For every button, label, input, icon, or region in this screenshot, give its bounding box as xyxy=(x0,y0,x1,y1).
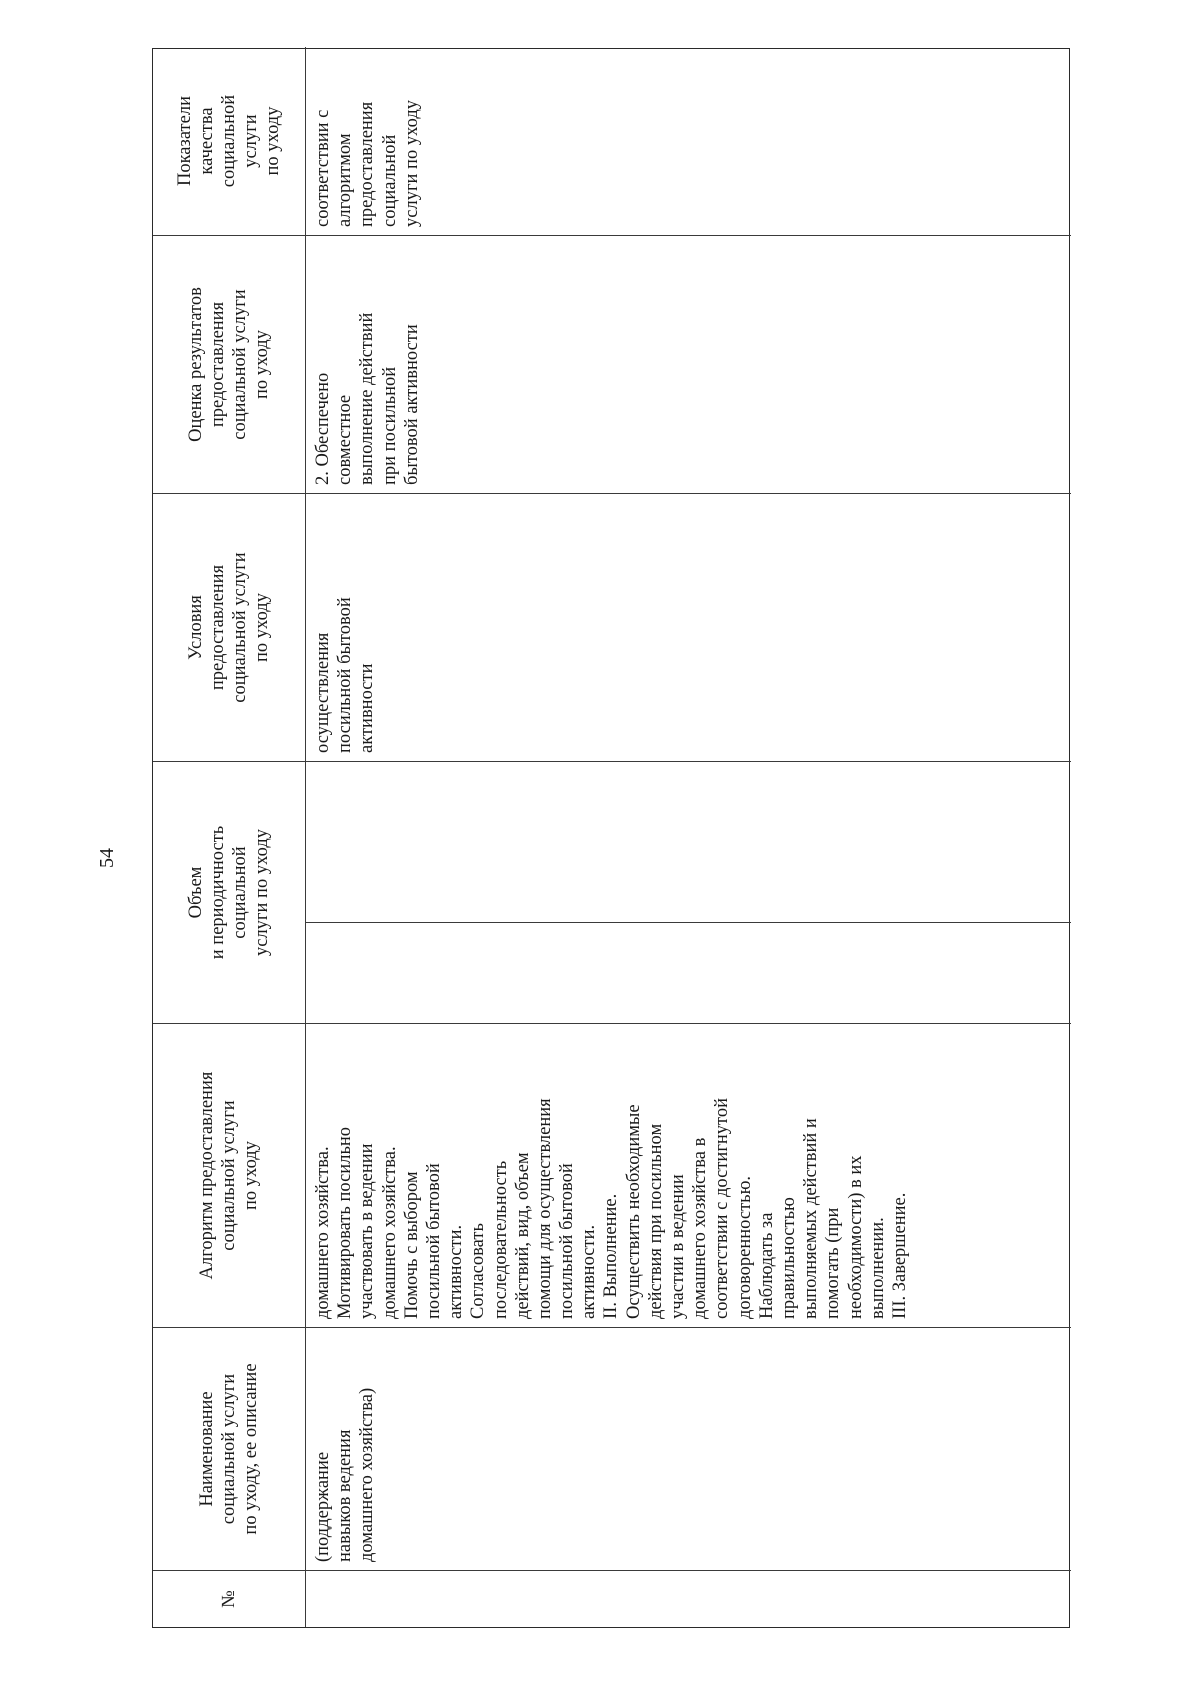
cell-service-name-line: домашнего хозяйства) xyxy=(357,1387,378,1562)
header-algorithm-line: социальной услуги xyxy=(218,1100,239,1251)
evaluation-line: совместное xyxy=(335,394,356,485)
evaluation-line: выполнение действий xyxy=(357,312,378,485)
algorithm-line: договоренностью. xyxy=(734,1175,755,1319)
algorithm-line: активности. xyxy=(446,1224,467,1319)
algorithm-line: необходимости) в их xyxy=(845,1155,866,1319)
table-row xyxy=(306,47,1071,1627)
page-number: 54 xyxy=(96,848,118,868)
header-service-name xyxy=(153,1327,305,1570)
table-header-row xyxy=(153,47,306,1627)
algorithm-line: соответствии с достигнутой xyxy=(712,1097,733,1319)
header-service-name-line: по уходу, ее описание xyxy=(241,1363,262,1535)
header-evaluation-line: по уходу xyxy=(252,330,273,399)
services-table xyxy=(152,48,1070,1628)
header-volume xyxy=(153,761,305,1023)
cell-volume-subcell xyxy=(306,762,1071,922)
algorithm-line: помогать (при xyxy=(823,1207,844,1319)
header-conditions-line: социальной услуги xyxy=(230,552,250,703)
quality-line: предоставления xyxy=(357,101,378,227)
rotated-table-content xyxy=(153,47,1071,1627)
algorithm-line: активности. xyxy=(579,1224,600,1319)
cell-service-name-line: (поддержание xyxy=(313,1451,333,1562)
algorithm-line: выполнении. xyxy=(867,1217,888,1319)
header-volume-line: и периодичность xyxy=(207,825,228,960)
algorithm-line: домашнего хозяйства. xyxy=(379,1146,400,1319)
cell-evaluation xyxy=(306,235,1071,493)
header-evaluation-line: социальной услуги xyxy=(230,289,250,440)
algorithm-line: II. Выполнение. xyxy=(601,1193,622,1319)
header-algorithm-line: Алгоритм предоставления xyxy=(196,1071,217,1280)
header-quality xyxy=(153,47,305,235)
header-service-name-line: социальной услуги xyxy=(218,1373,239,1525)
header-quality-line: качества xyxy=(196,107,217,175)
conditions-line: посильной бытовой xyxy=(335,597,356,753)
algorithm-line: Согласовать xyxy=(468,1223,489,1319)
algorithm-line: домашнего хозяйства в xyxy=(690,1137,711,1319)
header-conditions xyxy=(153,493,305,761)
algorithm-line: Помочь с выбором xyxy=(401,1171,422,1319)
cell-volume-subcell xyxy=(306,922,1071,1023)
header-quality-line: услуги xyxy=(241,114,262,168)
quality-line: услуги по уходу xyxy=(401,99,422,227)
algorithm-line: Мотивировать посильно xyxy=(335,1126,356,1319)
header-number xyxy=(153,1570,305,1627)
algorithm-line: правильностью xyxy=(778,1197,799,1319)
quality-line: социальной xyxy=(379,134,400,227)
header-volume-line: услуги по уходу xyxy=(252,829,273,957)
header-evaluation-line: предоставления xyxy=(207,301,228,428)
cell-quality xyxy=(306,47,1071,235)
header-evaluation-line: Оценка результатов xyxy=(185,287,206,442)
algorithm-line: выполняемых действий и xyxy=(801,1118,822,1319)
evaluation-line: 2. Обеспечено xyxy=(313,372,333,485)
header-algorithm-line: по уходу xyxy=(241,1141,262,1210)
algorithm-line: участии в ведении xyxy=(668,1174,688,1319)
algorithm-line: помощи для осуществления xyxy=(534,1098,555,1319)
algorithm-line: действия при посильном xyxy=(645,1123,666,1319)
cell-number xyxy=(306,1570,1071,1627)
header-quality-line: по уходу xyxy=(263,106,284,176)
algorithm-line: действий, вид, объем xyxy=(512,1152,533,1319)
header-conditions-line: предоставления xyxy=(207,564,228,691)
cell-algorithm xyxy=(306,1023,1071,1327)
header-volume-line: Объем xyxy=(185,866,206,919)
header-conditions-line: Условия xyxy=(185,595,206,660)
header-number-text: № xyxy=(218,1590,239,1608)
cell-volume xyxy=(306,761,1071,1023)
header-quality-line: Показатели xyxy=(174,96,195,187)
algorithm-line: Осуществить необходимые xyxy=(623,1104,644,1319)
header-volume-line: социальной xyxy=(230,846,250,939)
algorithm-line: Наблюдать за xyxy=(756,1212,777,1319)
evaluation-line: бытовой активности xyxy=(401,324,422,485)
algorithm-line: посильной бытовой xyxy=(557,1163,578,1319)
algorithm-line: последовательность xyxy=(490,1160,511,1319)
cell-service-name xyxy=(306,1327,1071,1570)
conditions-line: активности xyxy=(357,663,378,753)
cell-conditions xyxy=(306,493,1071,761)
algorithm-line: III. Завершение. xyxy=(889,1192,910,1319)
header-conditions-line: по уходу xyxy=(252,593,273,662)
header-quality-line: социальной xyxy=(218,94,239,188)
evaluation-line: при посильной xyxy=(379,366,400,485)
algorithm-line: домашнего хозяйства. xyxy=(313,1146,333,1319)
header-algorithm xyxy=(153,1023,305,1327)
header-service-name-line: Наименование xyxy=(196,1391,217,1507)
algorithm-line: посильной бытовой xyxy=(423,1163,444,1319)
quality-line: алгоритмом xyxy=(335,133,356,227)
cell-service-name-line: навыков ведения xyxy=(335,1429,356,1562)
algorithm-line: участвовать в ведении xyxy=(357,1143,378,1319)
conditions-line: осуществления xyxy=(313,632,333,753)
quality-line: соответствии с xyxy=(313,109,333,227)
header-evaluation xyxy=(153,235,305,493)
